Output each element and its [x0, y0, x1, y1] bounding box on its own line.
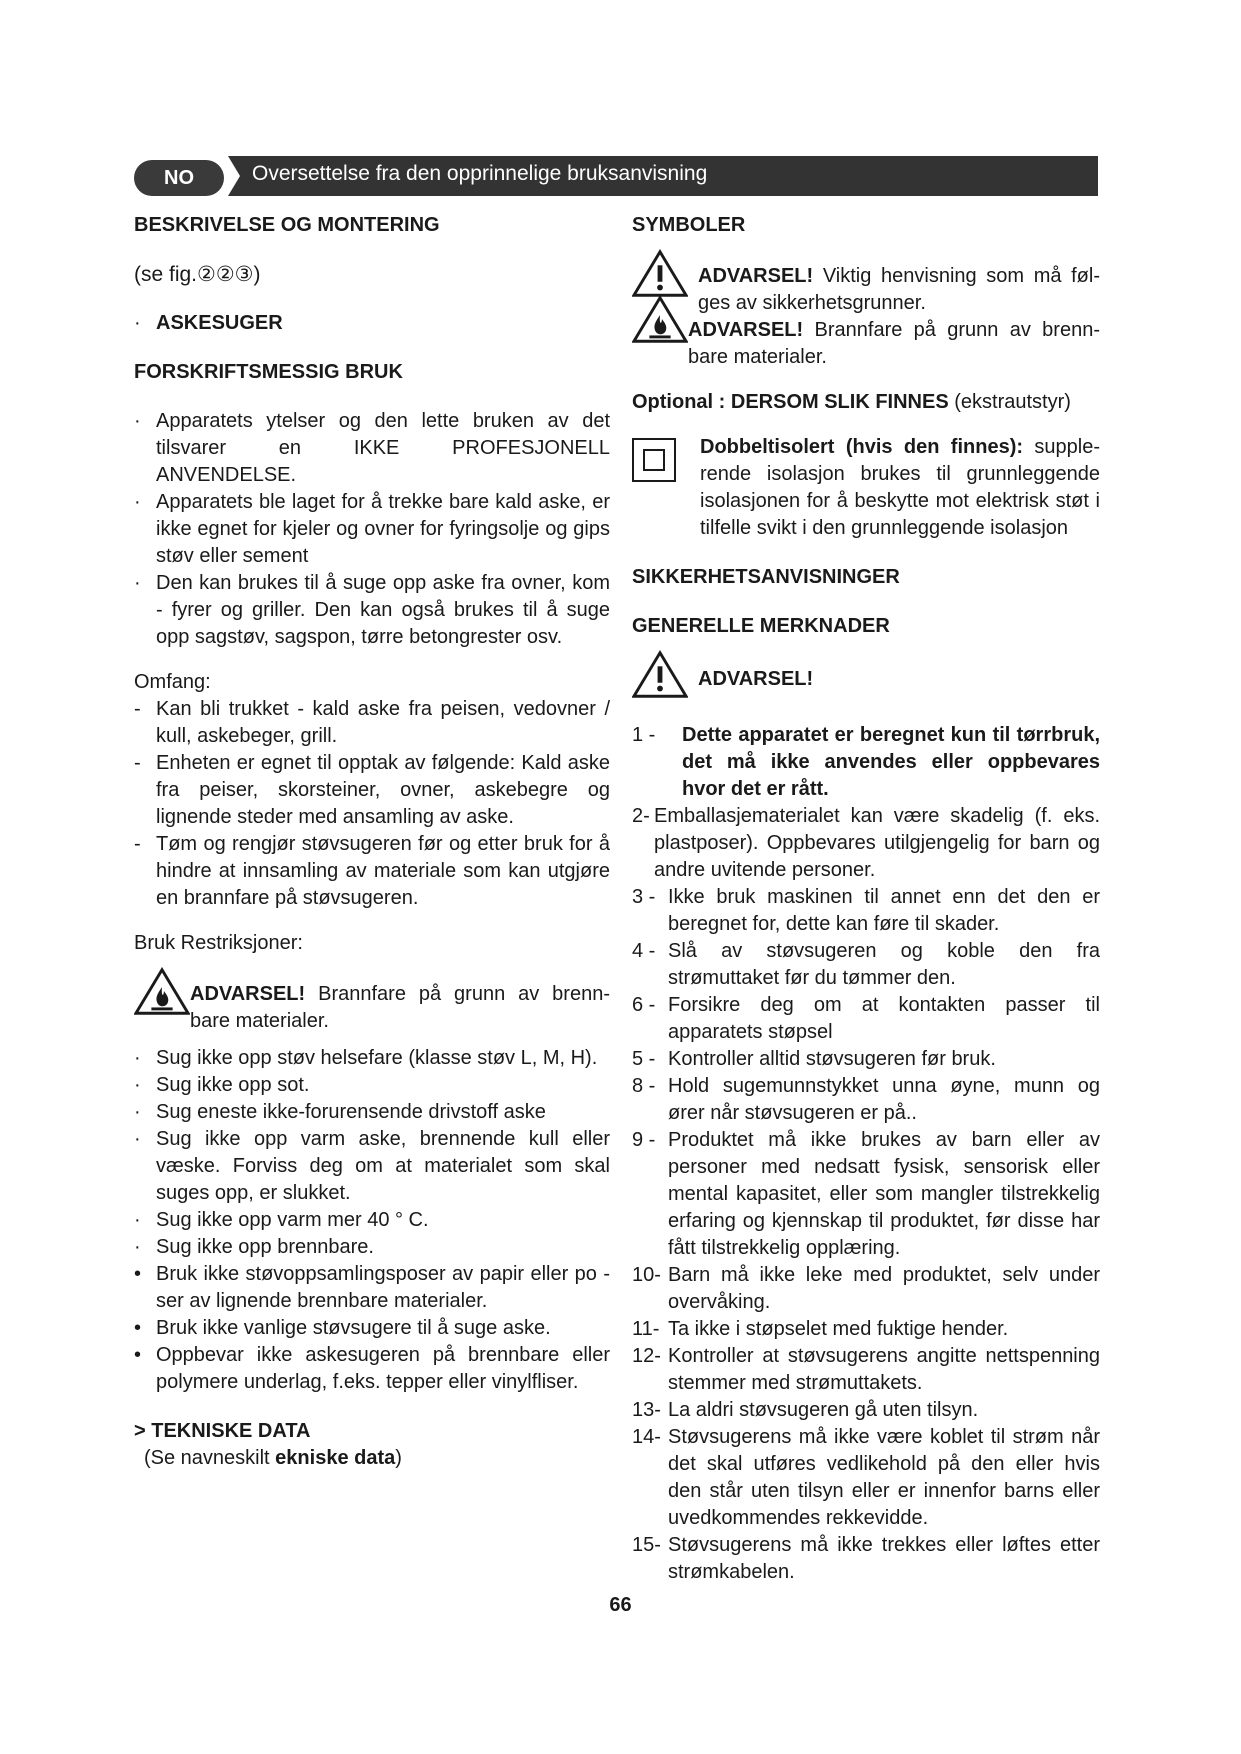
list-item: 2- Emballasjematerialet kan være skadelig (f. eks. plastposer). Oppbevares utilgjengelig for barn og andre uvitende personer. — [632, 805, 1100, 881]
list-item: 4 - Slå av støvsugeren og koble den fra strømuttaket før du tømmer den. — [632, 940, 1100, 989]
askesuger-label: ASKESUGER — [156, 312, 283, 334]
heading-intended-use: FORSKRIFTSMESSIG BRUK — [134, 361, 403, 383]
list-item: · Apparatets ble laget for å trekke bare kald aske, er ikke egnet for kjeler og ovner for fyringsolje og gips støv eller sement — [134, 491, 610, 567]
list-item: · Apparatets ytelser og den lette bruken av det tilsvarer en IKKE PROFESJONELL ANVENDELSE. — [134, 410, 610, 486]
heading-general-notes: GENERELLE MERKNADER — [632, 615, 890, 637]
list-item: 10- Barn må ikke leke med produktet, selv under overvåking. — [632, 1264, 1100, 1313]
heading-technical-data: > TEKNISKE DATA — [134, 1420, 311, 1442]
list-item: - Tøm og rengjør støvsugeren før og etter bruk for å hindre at innsamling av materiale som kan utgjøre en brannfare på støvsugeren. — [134, 833, 610, 909]
askesuger-line: · ASKESUGER — [134, 310, 610, 337]
fire-warning-icon — [134, 967, 190, 1017]
header-title: Oversettelse fra den opprinnelige bruksanvisning — [252, 162, 708, 185]
list-item: · Sug ikke opp sot. — [134, 1074, 310, 1096]
list-item: · Sug ikke opp brennbare. — [134, 1236, 374, 1258]
language-badge: NO — [134, 160, 224, 196]
see-figure: (se fig.②②③) — [134, 263, 261, 286]
safety-list — [632, 722, 1100, 1586]
list-item: · Sug ikke opp støv helsefare (klasse støv L, M, H). — [134, 1047, 598, 1069]
list-item: • Bruk ikke støvoppsamlingsposer av papir eller po - ser av lignende brennbare materialer. — [134, 1263, 610, 1312]
fire-warning-text: ADVARSEL! Brannfare på grunn av brenn-bare materialer. — [190, 983, 610, 1032]
technical-data-text: (Se navneskilt ekniske data) — [144, 1447, 402, 1469]
fire-warning-icon — [632, 295, 688, 345]
left-column — [134, 212, 610, 1472]
list-item: - Enheten er egnet til opptak av følgende: Kald aske fra peiser, skorsteiner, ovner, askebegre og lignende steder med ansamling av aske. — [134, 752, 610, 828]
warning-icon — [632, 249, 688, 299]
list-item: · Sug ikke opp varm aske, brennende kull eller væske. Forviss deg om at materialet som skal suges opp, er slukket. — [134, 1128, 610, 1204]
list-item: · Sug ikke opp varm mer 40 ° C. — [134, 1209, 429, 1231]
list-item: • Oppbevar ikke askesugeren på brennbare eller polymere underlag, f.eks. tepper eller vinylfliser. — [134, 1344, 610, 1393]
list-item: 13- La aldri støvsugeren gå uten tilsyn. — [632, 1399, 979, 1421]
list-item: 15- Støvsugerens må ikke trekkes eller løftes etter strømkabelen. — [632, 1534, 1100, 1583]
general-warning-label: ADVARSEL! — [698, 668, 814, 690]
heading-description: BESKRIVELSE OG MONTERING — [134, 214, 440, 236]
list-item: · Den kan brukes til å suge opp aske fra ovner, kom - fyrer og griller. Den kan også brukes til å suge opp sagstøv, sagspon, tørre betongrester osv. — [134, 572, 610, 648]
list-item: 1 - Dette apparatet er beregnet kun til tørrbruk, det må ikke anvendes eller oppbevares hvor det er rått. — [632, 724, 1100, 800]
general-warning — [632, 650, 1100, 700]
list-item: 5 - Kontroller alltid støvsugeren før bruk. — [632, 1048, 996, 1070]
list-item: • Bruk ikke vanlige støvsugere til å suge aske. — [134, 1317, 551, 1339]
list-item: 6 - Forsikre deg om at kontakten passer til apparatets støpsel — [632, 994, 1100, 1043]
optional-note: Optional : DERSOM SLIK FINNES (ekstrautstyr) — [632, 391, 1071, 413]
list-item: 3 - Ikke bruk maskinen til annet enn det den er beregnet for, dette kan føre til skader. — [632, 886, 1100, 935]
double-insulated-text: Dobbeltisolert (hvis den finnes): supple-rende isolasjon brukes til grunnleggende isolasjonen for å beskytte mot elektrisk støt i tilfelle svikt i den grunnleggende isolasjon — [700, 436, 1100, 539]
list-item: 9 - Produktet må ikke brukes av barn eller av personer med nedsatt fysisk, sensorisk eller mental kapasitet, eller som mangler tilstrekkelig erfaring og kjennskap til produktet, før disse har fått tilstrekkelig opplæring. — [632, 1129, 1100, 1259]
use-bullet-list — [134, 408, 610, 651]
restrictions-label: Bruk Restriksjoner: — [134, 932, 303, 954]
list-item: 11- Ta ikke i støpselet med fuktige hender. — [632, 1318, 1009, 1340]
heading-symbols: SYMBOLER — [632, 214, 746, 236]
symbol-warning — [632, 249, 1100, 317]
heading-safety: SIKKERHETSANVISNINGER — [632, 566, 900, 588]
restriction-list — [134, 1045, 610, 1396]
omfang-list — [134, 696, 610, 912]
list-item: - Kan bli trukket - kald aske fra peisen, vedovner / kull, askebeger, grill. — [134, 698, 610, 747]
list-item: 8 - Hold sugemunnstykket unna øyne, munn og ører når støvsugeren er på.. — [632, 1075, 1100, 1124]
symbol-warning-text: ADVARSEL! Viktig henvisning som må føl-ges av sikkerhetsgrunner. — [698, 265, 1100, 314]
list-item: 12- Kontroller at støvsugerens angitte nettspenning stemmer med strømuttakets. — [632, 1345, 1100, 1394]
list-item: · Sug eneste ikke-forurensende drivstoff aske — [134, 1101, 546, 1123]
double-insulated — [632, 434, 1100, 542]
header — [134, 156, 1098, 196]
omfang-label: Omfang: — [134, 671, 211, 693]
double-insulation-icon — [632, 438, 676, 482]
warning-icon — [632, 650, 688, 700]
right-column — [632, 212, 1100, 1586]
list-item: 14- Støvsugerens må ikke være koblet til strøm når det skal utføres vedlikehold på den eller hvis den står uten tilsyn eller er innenfor barns eller uvedkommendes rekkevidde. — [632, 1426, 1100, 1529]
fire-warning — [134, 967, 610, 1035]
page-number: 66 — [609, 1594, 632, 1616]
symbol-fire-warning-text: ADVARSEL! Brannfare på grunn av brenn-bare materialer. — [688, 319, 1100, 368]
